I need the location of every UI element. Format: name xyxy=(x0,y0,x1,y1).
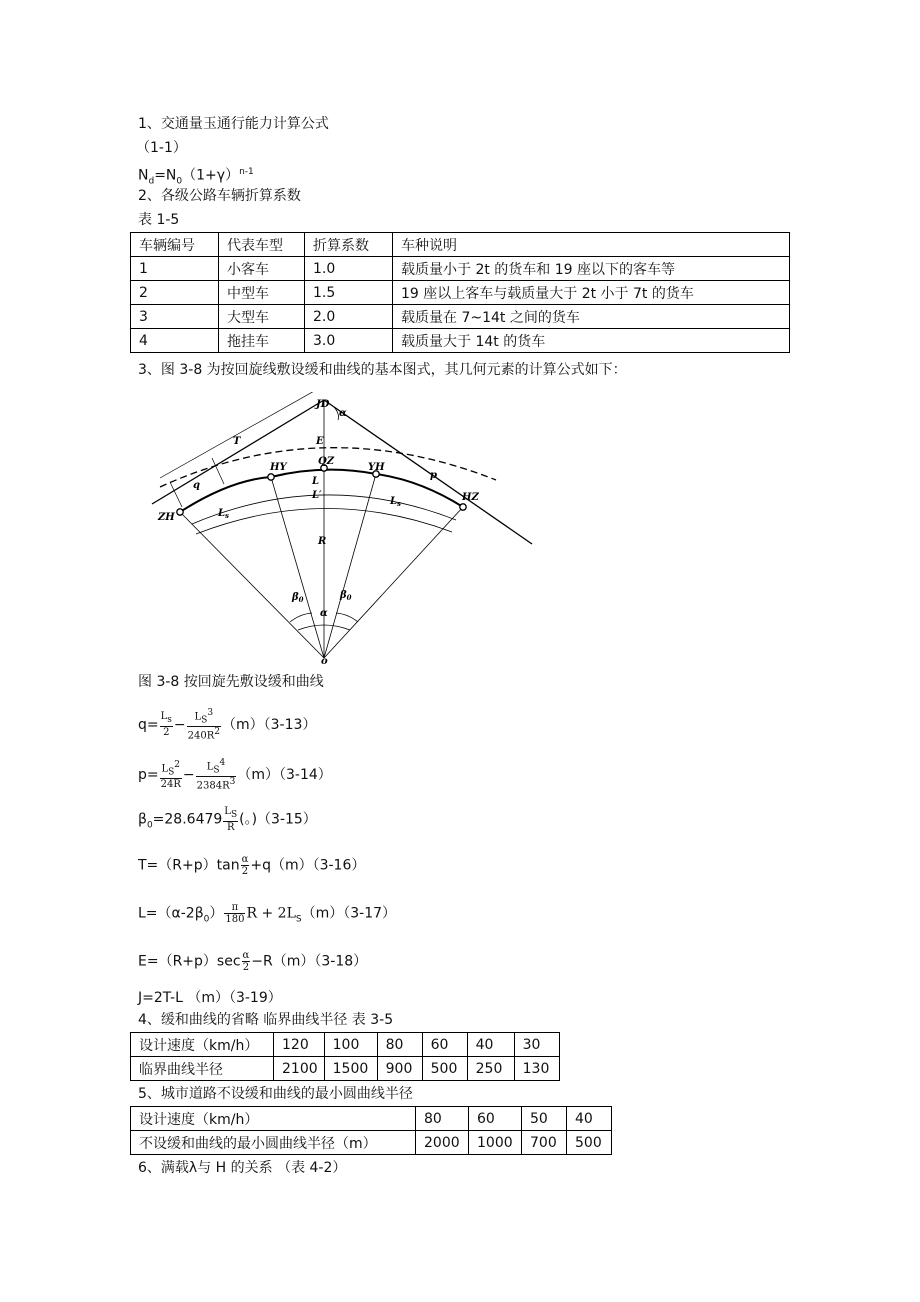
formula-3-16: T=（R+p）tan $\frac{\alpha}{2}$ +q（m）（3-16） xyxy=(138,854,366,877)
traffic-growth-formula: $N_d=N_0(1+\gamma)^{n-1}$ xyxy=(138,167,254,187)
table-cell: 250 xyxy=(467,1057,514,1081)
table-cell: 设计速度（km/h） xyxy=(131,1107,416,1131)
table-cell: 2 xyxy=(131,281,219,305)
point-zh xyxy=(177,509,183,515)
table-header-cell: 车种说明 xyxy=(393,233,790,257)
label-beta0-left: $\beta_0$ xyxy=(292,592,304,604)
table-header-cell: 车辆编号 xyxy=(131,233,219,257)
label-l: L xyxy=(312,476,320,487)
formula-3-17: $L=(\alpha-2\beta_0)$ $\frac{\pi}{180}$ $R + 2L_S(m)(3-17)$ xyxy=(138,902,397,925)
table-cell: 拖挂车 xyxy=(219,329,305,353)
label-l-prime: L′ xyxy=(312,490,322,501)
label-alpha: α xyxy=(339,408,347,419)
table-row xyxy=(131,1033,560,1057)
min-radius-table xyxy=(130,1106,612,1155)
table-cell: 130 xyxy=(514,1057,559,1081)
table-cell: 2000 xyxy=(416,1131,469,1155)
table-cell: 4 xyxy=(131,329,219,353)
section-5-title: 5、城市道路不设缓和曲线的最小圆曲线半径 xyxy=(138,1086,413,1102)
table-row xyxy=(131,1107,612,1131)
label-ls-right: $L_s$ xyxy=(390,496,401,508)
table-header-cell: 折算系数 xyxy=(305,233,393,257)
table-cell: 80 xyxy=(416,1107,469,1131)
table-cell: 小客车 xyxy=(219,257,305,281)
table-cell: 载质量在 7~14t 之间的货车 xyxy=(393,305,790,329)
label-r: R xyxy=(318,536,327,547)
label-t: T xyxy=(233,436,241,447)
table-cell: 1500 xyxy=(324,1057,377,1081)
table-row xyxy=(131,305,790,329)
table-cell: 临界曲线半径 xyxy=(131,1057,274,1081)
formula-3-13: q= $\frac{L_s}{2}$ − $\frac{L_S^3}{240R^2}$ （m）（3-13） xyxy=(138,708,317,742)
table-cell: 2.0 xyxy=(305,305,393,329)
label-hy: HY xyxy=(270,462,287,473)
table-cell: 40 xyxy=(567,1107,612,1131)
label-o: o xyxy=(321,656,328,667)
table-row xyxy=(131,329,790,353)
table-cell: 中型车 xyxy=(219,281,305,305)
critical-radius-table xyxy=(130,1032,560,1081)
label-yh: YH xyxy=(368,462,385,473)
formula-3-15: $\beta_0=28.6479$ $\frac{L_S}{R}$ (。)（3-15） xyxy=(138,806,317,833)
table-cell: 1 xyxy=(131,257,219,281)
table-row xyxy=(131,1131,612,1155)
table-cell: 40 xyxy=(467,1033,514,1057)
table-cell: 700 xyxy=(522,1131,567,1155)
formula-3-14: p= $\frac{L_S^2}{24R}$ − $\frac{L_S^4}{2384R^3}$ （m）（3-14） xyxy=(138,758,332,792)
figure-3-8-caption: 图 3-8 按回旋先敷设缓和曲线 xyxy=(138,674,324,690)
section-2-title: 2、各级公路车辆折算系数 xyxy=(138,188,301,204)
table-cell: 50 xyxy=(522,1107,567,1131)
table-cell: 19 座以上客车与载质量大于 2t 小于 7t 的货车 xyxy=(393,281,790,305)
table-cell: 500 xyxy=(567,1131,612,1155)
section-1-title: 1、交通量玉通行能力计算公式 xyxy=(138,116,329,132)
table-row xyxy=(131,281,790,305)
table-cell: 500 xyxy=(422,1057,467,1081)
table-cell: 60 xyxy=(469,1107,522,1131)
label-q: q xyxy=(193,480,200,491)
table-cell: 大型车 xyxy=(219,305,305,329)
point-hy xyxy=(268,474,274,480)
tangent-line-left xyxy=(152,400,324,504)
equation-number-1-1: （1-1） xyxy=(136,140,187,156)
label-p: p xyxy=(430,470,437,481)
table-cell: 100 xyxy=(324,1033,377,1057)
table-cell: 80 xyxy=(377,1033,422,1057)
table-cell: 30 xyxy=(514,1033,559,1057)
label-ls-left: $L_s$ xyxy=(218,508,229,520)
table-cell: 1.5 xyxy=(305,281,393,305)
label-hz: HZ xyxy=(462,492,479,503)
table-row xyxy=(131,257,790,281)
table-cell: 不设缓和曲线的最小圆曲线半径（m） xyxy=(131,1131,416,1155)
label-beta0-right: $\beta_0$ xyxy=(340,590,352,602)
table-cell: 1000 xyxy=(469,1131,522,1155)
label-jd: JD xyxy=(316,399,330,410)
table-cell: 载质量大于 14t 的货车 xyxy=(393,329,790,353)
label-e: E xyxy=(316,436,324,447)
table-cell: 3 xyxy=(131,305,219,329)
point-hz xyxy=(460,504,466,510)
table-row xyxy=(131,1057,560,1081)
table-header-row xyxy=(131,233,790,257)
tangent-line-right xyxy=(324,400,532,544)
label-qz: QZ xyxy=(318,456,335,467)
label-alpha-center: α xyxy=(320,608,328,619)
label-zh: ZH xyxy=(158,512,175,523)
table-cell: 120 xyxy=(274,1033,325,1057)
vehicle-conversion-table xyxy=(130,232,790,353)
table-1-5-label: 表 1-5 xyxy=(138,212,180,228)
table-cell: 1.0 xyxy=(305,257,393,281)
table-cell: 3.0 xyxy=(305,329,393,353)
table-cell: 设计速度（km/h） xyxy=(131,1033,274,1057)
section-3-title: 3、图 3-8 为按回旋线敷设缓和曲线的基本图式，其几何元素的计算公式如下： xyxy=(138,362,627,378)
table-cell: 载质量小于 2t 的货车和 19 座以下的客车等 xyxy=(393,257,790,281)
table-cell: 2100 xyxy=(274,1057,325,1081)
shifted-circle-dashed xyxy=(160,448,496,487)
formula-3-18: E=（R+p）sec $\frac{\alpha}{2}$ −R（m）（3-18） xyxy=(138,950,368,973)
table-header-cell: 代表车型 xyxy=(219,233,305,257)
section-4-title: 4、缓和曲线的省略 临界曲线半径 表 3-5 xyxy=(138,1012,394,1028)
formula-3-19: J=2T-L （m）（3-19） xyxy=(138,990,282,1006)
section-6-title: 6、满载λ与 H 的关系 （表 4-2） xyxy=(138,1160,347,1176)
table-cell: 60 xyxy=(422,1033,467,1057)
table-cell: 900 xyxy=(377,1057,422,1081)
spiral-transition-curve-diagram xyxy=(140,392,540,667)
